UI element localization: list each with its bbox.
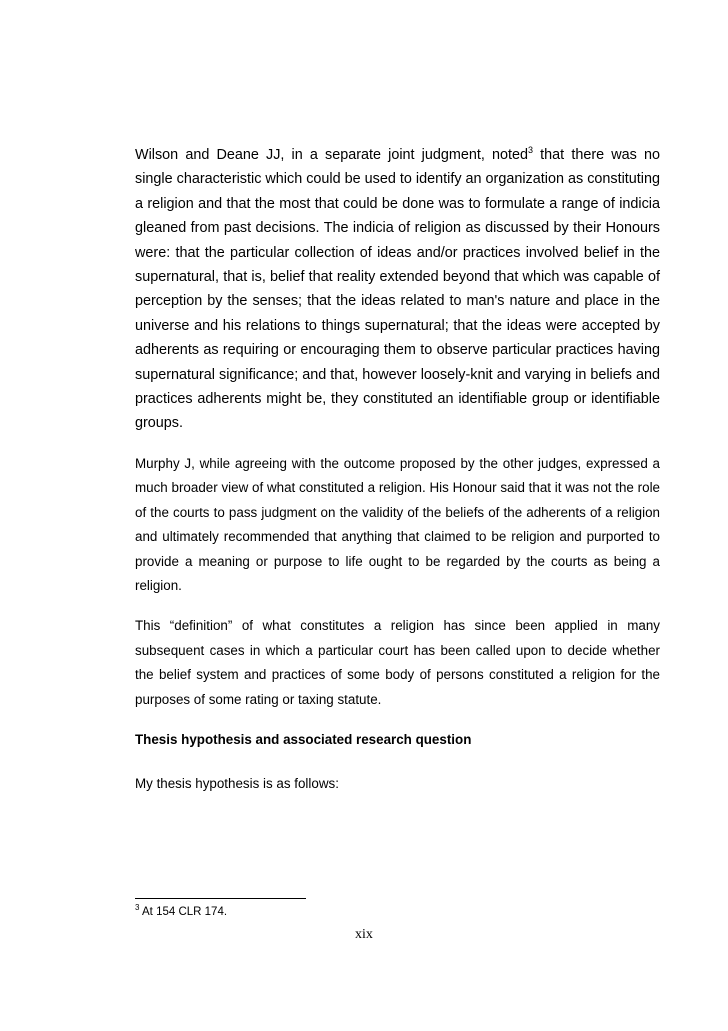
footnote-separator: [135, 898, 306, 899]
footnote-text: At 154 CLR 174.: [139, 906, 228, 918]
paragraph-wilson-deane: [135, 143, 660, 436]
paragraph-text: that there was no single characteristic which could be used to identify an organization as constituting a religion and that the most that could be done was to formulate a range of indicia gleaned from past decisions. The indicia of religion as discussed by their Honours were: that the particular collection of ideas and/or practices involved belief in the supernatural, that is, belief that reality extended beyond that which was capable of perception by the senses; that the ideas related to man's nature and place in the universe and his relations to things supernatural; that the ideas were accepted by adherents as requiring or encouraging them to observe particular practices having supernatural significance; and that, however loosely-knit and varying in beliefs and practices adherents might be, they constituted an identifiable group or identifiable groups.: [135, 147, 660, 432]
footnote: [135, 905, 227, 919]
page-body: [135, 143, 660, 797]
paragraph-murphy: Murphy J, while agreeing with the outcome proposed by the other judges, expressed a much broader view of what constituted a religion. His Honour said that it was not the role of the courts to pass judgment on the validity of the beliefs of the adherents of a religion and ultimately recommended that anything that claimed to be religion and purported to provide a meaning or purpose to life ought to be regarded by the courts as being a religion.: [135, 455, 660, 593]
paragraph-definition: This “definition” of what constitutes a religion has since been applied in many subsequent cases in which a particular court has been called upon to decide whether the belief system and practices of some body of persons constituted a religion for the purposes of some rating or taxing statute.: [135, 618, 660, 707]
hypothesis-intro: My thesis hypothesis is as follows:: [135, 776, 339, 792]
section-heading: Thesis hypothesis and associated research question: [135, 731, 472, 747]
paragraph-text: Wilson and Deane JJ, in a separate joint judgment, noted: [135, 147, 529, 163]
footnote-number: 3: [135, 903, 140, 913]
page-number: xix: [355, 927, 373, 942]
footnote-reference[interactable]: 3: [528, 145, 534, 156]
